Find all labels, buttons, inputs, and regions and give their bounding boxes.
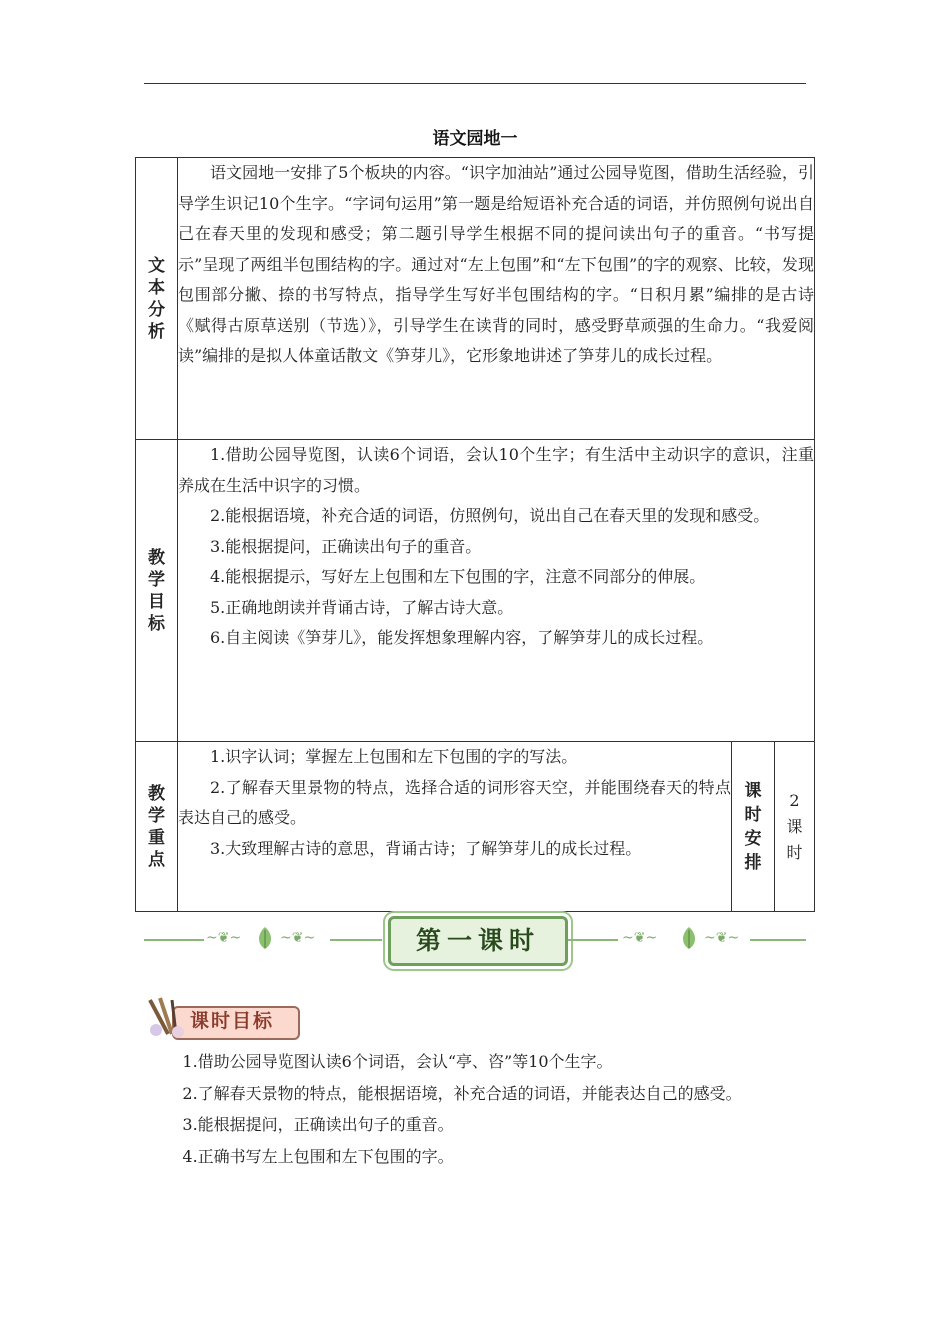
goal-item: 3.能根据提问，正确读出句子的重音。 (210, 536, 482, 556)
analysis-text: 语文园地一安排了5个板块的内容。“识字加油站”通过公园导览图，借助生活经验，引导学生识记10个生字。“字词句运用”第一题是给短语补充合适的词语，并仿照例句说出自己在春天里的发现和感受；第二题引导学生根据不同的提问读出句子的重音。“书写提示”呈现了两组半包围结构的字。通过对“左上包围”和“左下包围”的字的观察、比较，发现包围部分撇、捺的书写特点，指导学生写好半包围结构的字。“日积月累”编排的是古诗《赋得古原草送别（节选）》，引导学生在读背的同时，感受野草顽强的生命力。“我爱阅读”编排的是拟人体童话散文《笋芽儿》，它形象地讲述了笋芽儿的成长过程。 (178, 163, 814, 365)
goal-item: 2.能根据语境，补充合适的词语，仿照例句，说出自己在春天里的发现和感受。 (210, 506, 770, 525)
lesson-banner (144, 914, 806, 966)
goals-label-cell (136, 440, 178, 742)
lesson-goal-item: 4.正确书写左上包围和左下包围的字。 (182, 1146, 454, 1166)
key-point-item: 2.了解春天里景物的特点，选择合适的词形容天空，并能围绕春天的特点表达自己的感受。 (178, 777, 731, 827)
key-points-row (136, 742, 815, 912)
goal-item: 5.正确地朗读并背诵古诗，了解古诗大意。 (210, 597, 514, 617)
swirl-icon: ~❦~ (622, 930, 658, 946)
banner-line-left (144, 939, 204, 941)
pencils-icon (142, 996, 192, 1042)
lesson-goal-item: 3.能根据提问，正确读出句子的重音。 (182, 1115, 454, 1134)
swirl-icon: ~❦~ (704, 930, 740, 946)
lesson-goals (144, 1046, 806, 1172)
banner-title: 第一课时 (415, 926, 540, 955)
schedule-label-cell (731, 742, 774, 912)
key-points-cell (178, 742, 732, 912)
goals-row (136, 440, 815, 742)
leaf-icon (680, 926, 698, 950)
key-label-cell (136, 742, 178, 912)
leaf-icon (256, 926, 274, 950)
banner-line-left-inner (330, 939, 382, 941)
goal-item: 1.借助公园导览图，认读6个词语，会认10个生字；有生活中主动识字的意识，注重养成在生活中识字的习惯。 (178, 445, 814, 495)
banner-line-right-inner (568, 939, 618, 941)
header-rule (144, 83, 806, 84)
goal-item: 6.自主阅读《笋芽儿》，能发挥想象理解内容，了解笋芽儿的成长过程。 (210, 628, 714, 647)
goal-item: 4.能根据提示，写好左上包围和左下包围的字，注意不同部分的伸展。 (210, 567, 706, 586)
schedule-value: 2课时 (786, 790, 803, 862)
lesson-plan-table (135, 157, 815, 912)
page-title: 语文园地一 (432, 129, 518, 149)
lesson-goal-item: 2.了解春天景物的特点，能根据语境，补充合适的词语，并能表达自己的感受。 (182, 1083, 742, 1103)
section-badge (142, 996, 312, 1042)
swirl-icon: ~❦~ (206, 930, 242, 946)
analysis-label: 文本分析 (148, 255, 165, 342)
analysis-row (136, 158, 815, 440)
schedule-label: 课时安排 (744, 780, 762, 873)
analysis-cell (178, 158, 815, 440)
badge-title: 课时目标 (190, 1010, 275, 1032)
banner-title-box (388, 916, 568, 966)
key-point-item: 1.识字认词；掌握左上包围和左下包围的字的写法。 (210, 747, 578, 766)
goals-label: 教学目标 (148, 547, 165, 634)
analysis-label-cell (136, 158, 178, 440)
schedule-value-cell (774, 742, 814, 912)
banner-line-right (750, 939, 806, 941)
key-point-item: 3.大致理解古诗的意思，背诵古诗；了解笋芽儿的成长过程。 (210, 838, 642, 858)
key-label: 教学重点 (148, 783, 165, 870)
lesson-goal-item: 1.借助公园导览图认读6个词语，会认“亭、咨”等10个生字。 (182, 1052, 613, 1071)
swirl-icon: ~❦~ (280, 930, 316, 946)
goals-cell (178, 440, 815, 742)
